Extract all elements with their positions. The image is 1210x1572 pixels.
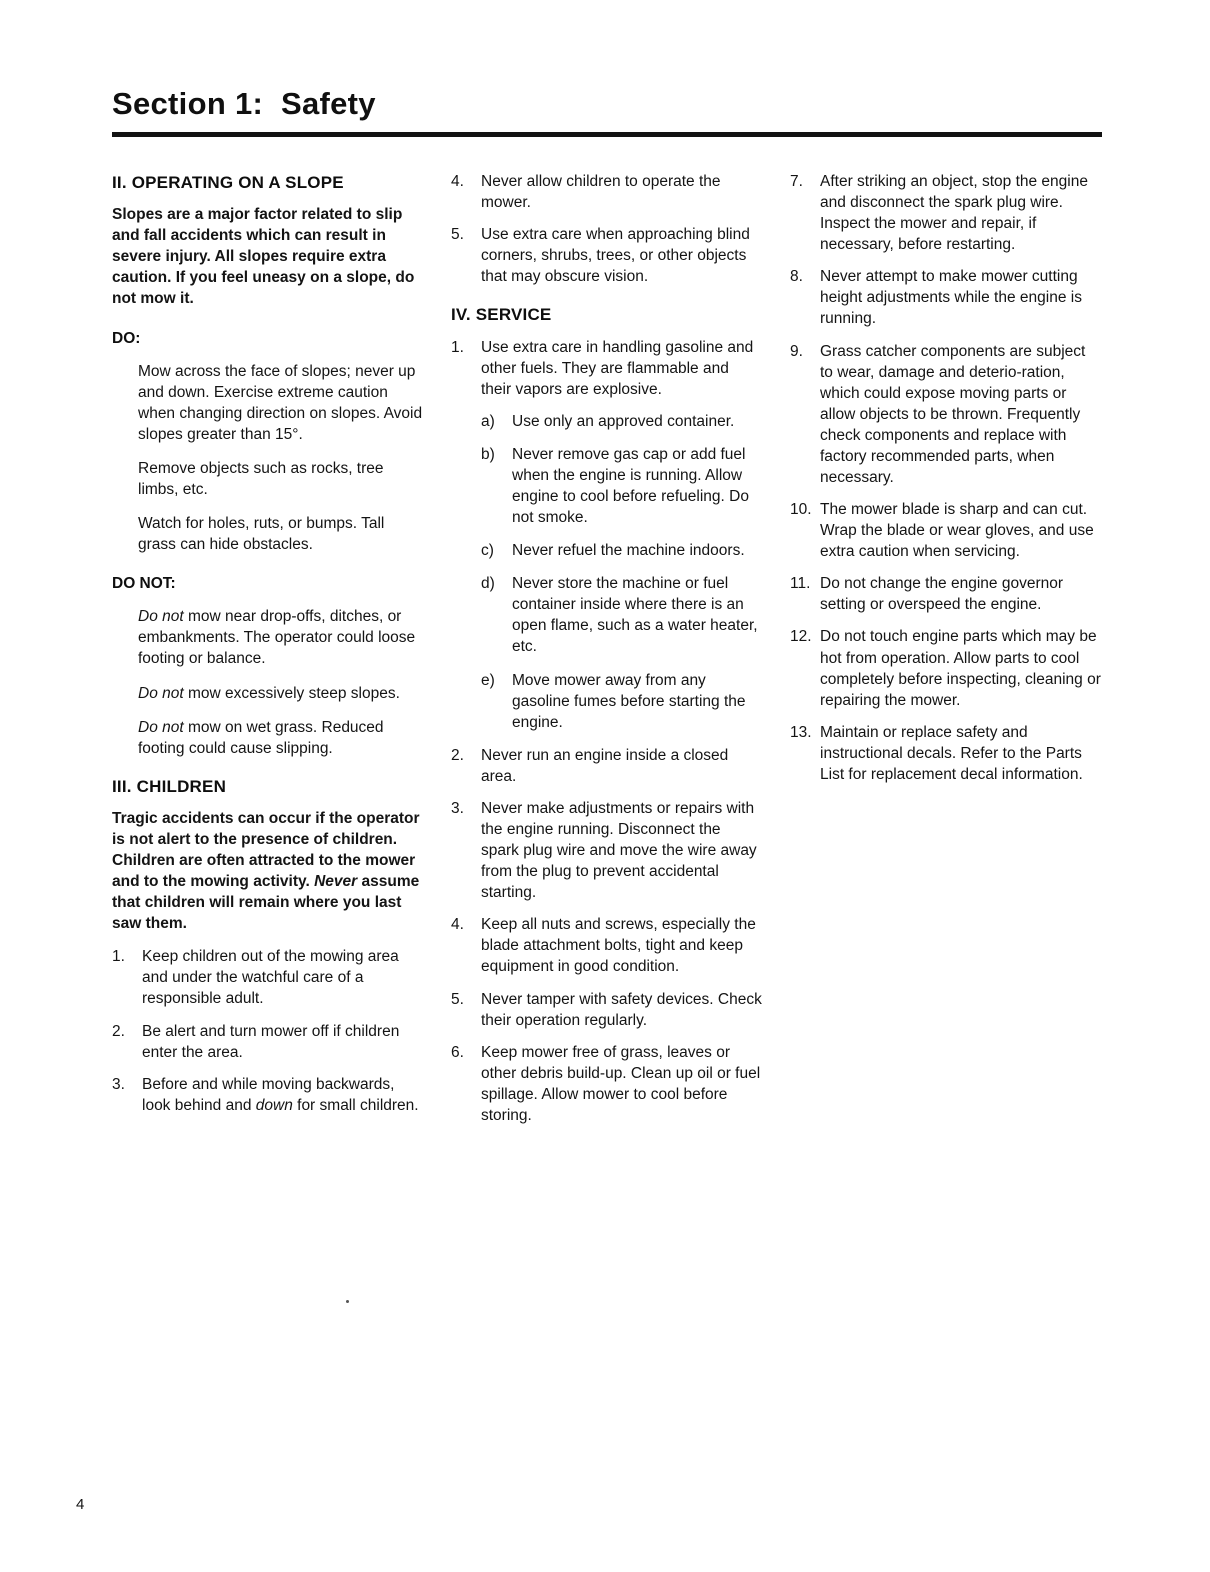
list-number: 8. bbox=[790, 268, 803, 286]
list-text: Keep children out of the mowing area and under the watchful care of a responsible adult. bbox=[142, 948, 399, 1008]
column-layout bbox=[112, 171, 1102, 1137]
list-number: 5. bbox=[451, 226, 464, 244]
list-text: Move mower away from any gasoline fumes before starting the engine. bbox=[512, 671, 746, 731]
do-not-emphasis: Do not bbox=[138, 684, 184, 702]
list-text: Be alert and turn mower off if children enter the area. bbox=[142, 1022, 400, 1061]
service-list-item-9 bbox=[790, 341, 1101, 489]
children-intro-emphasis: Never bbox=[314, 873, 358, 891]
list-number: 4. bbox=[451, 916, 464, 934]
list-text: Keep all nuts and screws, especially the blade attachment bolts, tight and keep equipment in good condition. bbox=[481, 916, 756, 976]
list-letter: b) bbox=[481, 445, 495, 463]
do-item-1: Mow across the face of slopes; never up and down. Exercise extreme caution when changing direction on slopes. Avoid slopes greater than 15°. bbox=[138, 362, 423, 443]
column-2 bbox=[451, 171, 762, 1137]
list-text: After striking an object, stop the engine and disconnect the spark plug wire. Inspect the mower and repair, if necessary, before restarting. bbox=[820, 173, 1088, 254]
column-3 bbox=[790, 171, 1101, 796]
list-text: Use extra care when approaching blind corners, shrubs, trees, or other objects that may obscure vision. bbox=[481, 226, 750, 286]
list-letter: d) bbox=[481, 575, 495, 593]
children-list-item-5 bbox=[451, 224, 762, 287]
page-content bbox=[112, 86, 1102, 1137]
children-list-item-1 bbox=[112, 946, 423, 1009]
children-list-item-4 bbox=[451, 171, 762, 213]
children-list-item-2 bbox=[112, 1021, 423, 1063]
slope-intro-paragraph: Slopes are a major factor related to slip and fall accidents which can result in severe injury. All slopes require extra caution. If you feel uneasy on a slope, do not mow it. bbox=[112, 206, 415, 308]
service-list-item-11 bbox=[790, 573, 1101, 615]
list-text: Never tamper with safety devices. Check their operation regularly. bbox=[481, 990, 762, 1029]
service-list-item-2 bbox=[451, 745, 762, 787]
list-text: Never remove gas cap or add fuel when the engine is running. Allow engine to cool before refueling. Do not smoke. bbox=[512, 445, 749, 527]
list-text: Use only an approved container. bbox=[512, 412, 735, 430]
list-text-pre: Before and while moving backwards, look behind and bbox=[142, 1075, 395, 1114]
do-not-item-1 bbox=[138, 606, 423, 669]
column-1 bbox=[112, 171, 423, 1127]
list-number: 3. bbox=[451, 799, 464, 817]
list-text: Never refuel the machine indoors. bbox=[512, 542, 745, 560]
list-text bbox=[142, 1074, 423, 1116]
list-text: Never store the machine or fuel container inside where there is an open flame, such as a water heater, etc. bbox=[512, 575, 758, 656]
list-number: 1. bbox=[112, 948, 125, 966]
service-list-item-1 bbox=[451, 337, 762, 400]
do-not-label: DO NOT: bbox=[112, 575, 176, 593]
list-letter: e) bbox=[481, 671, 495, 689]
do-item-2: Remove objects such as rocks, tree limbs, etc. bbox=[138, 459, 384, 498]
do-item-3: Watch for holes, ruts, or bumps. Tall grass can hide obstacles. bbox=[138, 515, 385, 554]
service-list-item-8 bbox=[790, 266, 1101, 329]
children-intro-paragraph bbox=[112, 808, 423, 934]
list-text: Maintain or replace safety and instructional decals. Refer to the Parts List for replacement decal information. bbox=[820, 723, 1083, 783]
list-text: The mower blade is sharp and can cut. Wrap the blade or wear gloves, and use extra caution when servicing. bbox=[820, 501, 1094, 561]
service-sub-item-a bbox=[481, 411, 762, 432]
list-number: 6. bbox=[451, 1043, 464, 1061]
list-number: 7. bbox=[790, 173, 803, 190]
list-text: Never allow children to operate the mower. bbox=[481, 173, 721, 212]
list-number: 10. bbox=[790, 501, 812, 519]
title-rule bbox=[112, 132, 1102, 137]
service-list-item-3 bbox=[451, 798, 762, 903]
service-sub-item-b bbox=[481, 444, 762, 528]
list-text-emphasis: down bbox=[255, 1096, 293, 1114]
service-list-item-13 bbox=[790, 722, 1101, 785]
list-text: Do not change the engine governor setting or overspeed the engine. bbox=[820, 575, 1064, 614]
list-number: 4. bbox=[451, 173, 464, 190]
service-sub-item-c bbox=[481, 540, 762, 561]
do-not-emphasis: Do not bbox=[138, 718, 184, 736]
scan-artifact-dot bbox=[346, 1300, 349, 1303]
list-text: Never attempt to make mower cutting height adjustments while the engine is running. bbox=[820, 268, 1082, 328]
heading-service: IV. SERVICE bbox=[451, 305, 552, 325]
heading-operating-on-a-slope: II. OPERATING ON A SLOPE bbox=[112, 173, 344, 192]
list-number: 2. bbox=[112, 1022, 125, 1040]
list-number: 9. bbox=[790, 342, 803, 360]
list-number: 11. bbox=[790, 575, 811, 593]
list-text: Never make adjustments or repairs with the engine running. Disconnect the spark plug wire and move the wire away from the plug to prevent accidental starting. bbox=[481, 799, 757, 902]
list-text: Keep mower free of grass, leaves or other debris build-up. Clean up oil or fuel spillage. Allow mower to cool before storing. bbox=[481, 1043, 761, 1124]
do-not-text: mow excessively steep slopes. bbox=[183, 684, 400, 702]
children-list-item-3 bbox=[112, 1074, 423, 1116]
service-list-item-7 bbox=[790, 171, 1101, 255]
page-number: 4 bbox=[76, 1496, 85, 1513]
children-intro-text: Tragic accidents can occur if the operator is not alert to the presence of children. Children are often attracted to the mower and to the mowing activity. bbox=[112, 809, 420, 891]
list-text: Do not touch engine parts which may be hot from operation. Allow parts to cool completely before inspecting, cleaning or repairing the mower. bbox=[820, 628, 1101, 709]
service-list-item-10 bbox=[790, 499, 1101, 562]
children-intro-text: assume that children will remain where you last saw them. bbox=[112, 873, 420, 933]
list-text: Grass catcher components are subject to wear, damage and deterio-ration, which could expose moving parts or allow objects to be thrown. Frequently check components and replace with factory recommended parts, when necessary. bbox=[820, 342, 1086, 487]
service-list-item-12 bbox=[790, 626, 1101, 710]
do-not-item-2 bbox=[138, 683, 423, 704]
list-text: Never run an engine inside a closed area. bbox=[481, 746, 729, 785]
list-text: Use extra care in handling gasoline and other fuels. They are flammable and their vapors are explosive. bbox=[481, 338, 754, 398]
do-not-emphasis: Do not bbox=[138, 608, 184, 626]
service-sub-item-e bbox=[481, 670, 762, 733]
do-label: DO: bbox=[112, 329, 141, 347]
list-number: 5. bbox=[451, 990, 464, 1008]
do-not-item-3 bbox=[138, 717, 423, 759]
list-number: 12. bbox=[790, 628, 812, 646]
list-letter: c) bbox=[481, 542, 494, 560]
service-list-item-5 bbox=[451, 989, 762, 1031]
do-not-text: mow on wet grass. Reduced footing could cause slipping. bbox=[138, 718, 384, 757]
heading-children: III. CHILDREN bbox=[112, 776, 227, 796]
list-text-post: for small children. bbox=[292, 1096, 419, 1114]
list-number: 13. bbox=[790, 723, 812, 741]
service-list-item-6 bbox=[451, 1042, 762, 1126]
list-letter: a) bbox=[481, 412, 495, 430]
list-number: 1. bbox=[451, 338, 464, 356]
service-sub-item-d bbox=[481, 573, 762, 657]
service-list-item-4 bbox=[451, 914, 762, 977]
list-number: 2. bbox=[451, 746, 464, 764]
list-number: 3. bbox=[112, 1075, 125, 1093]
section-title: Section 1: Safety bbox=[112, 86, 376, 121]
do-not-text: mow near drop-offs, ditches, or embankments. The operator could loose footing or balance. bbox=[138, 608, 416, 668]
